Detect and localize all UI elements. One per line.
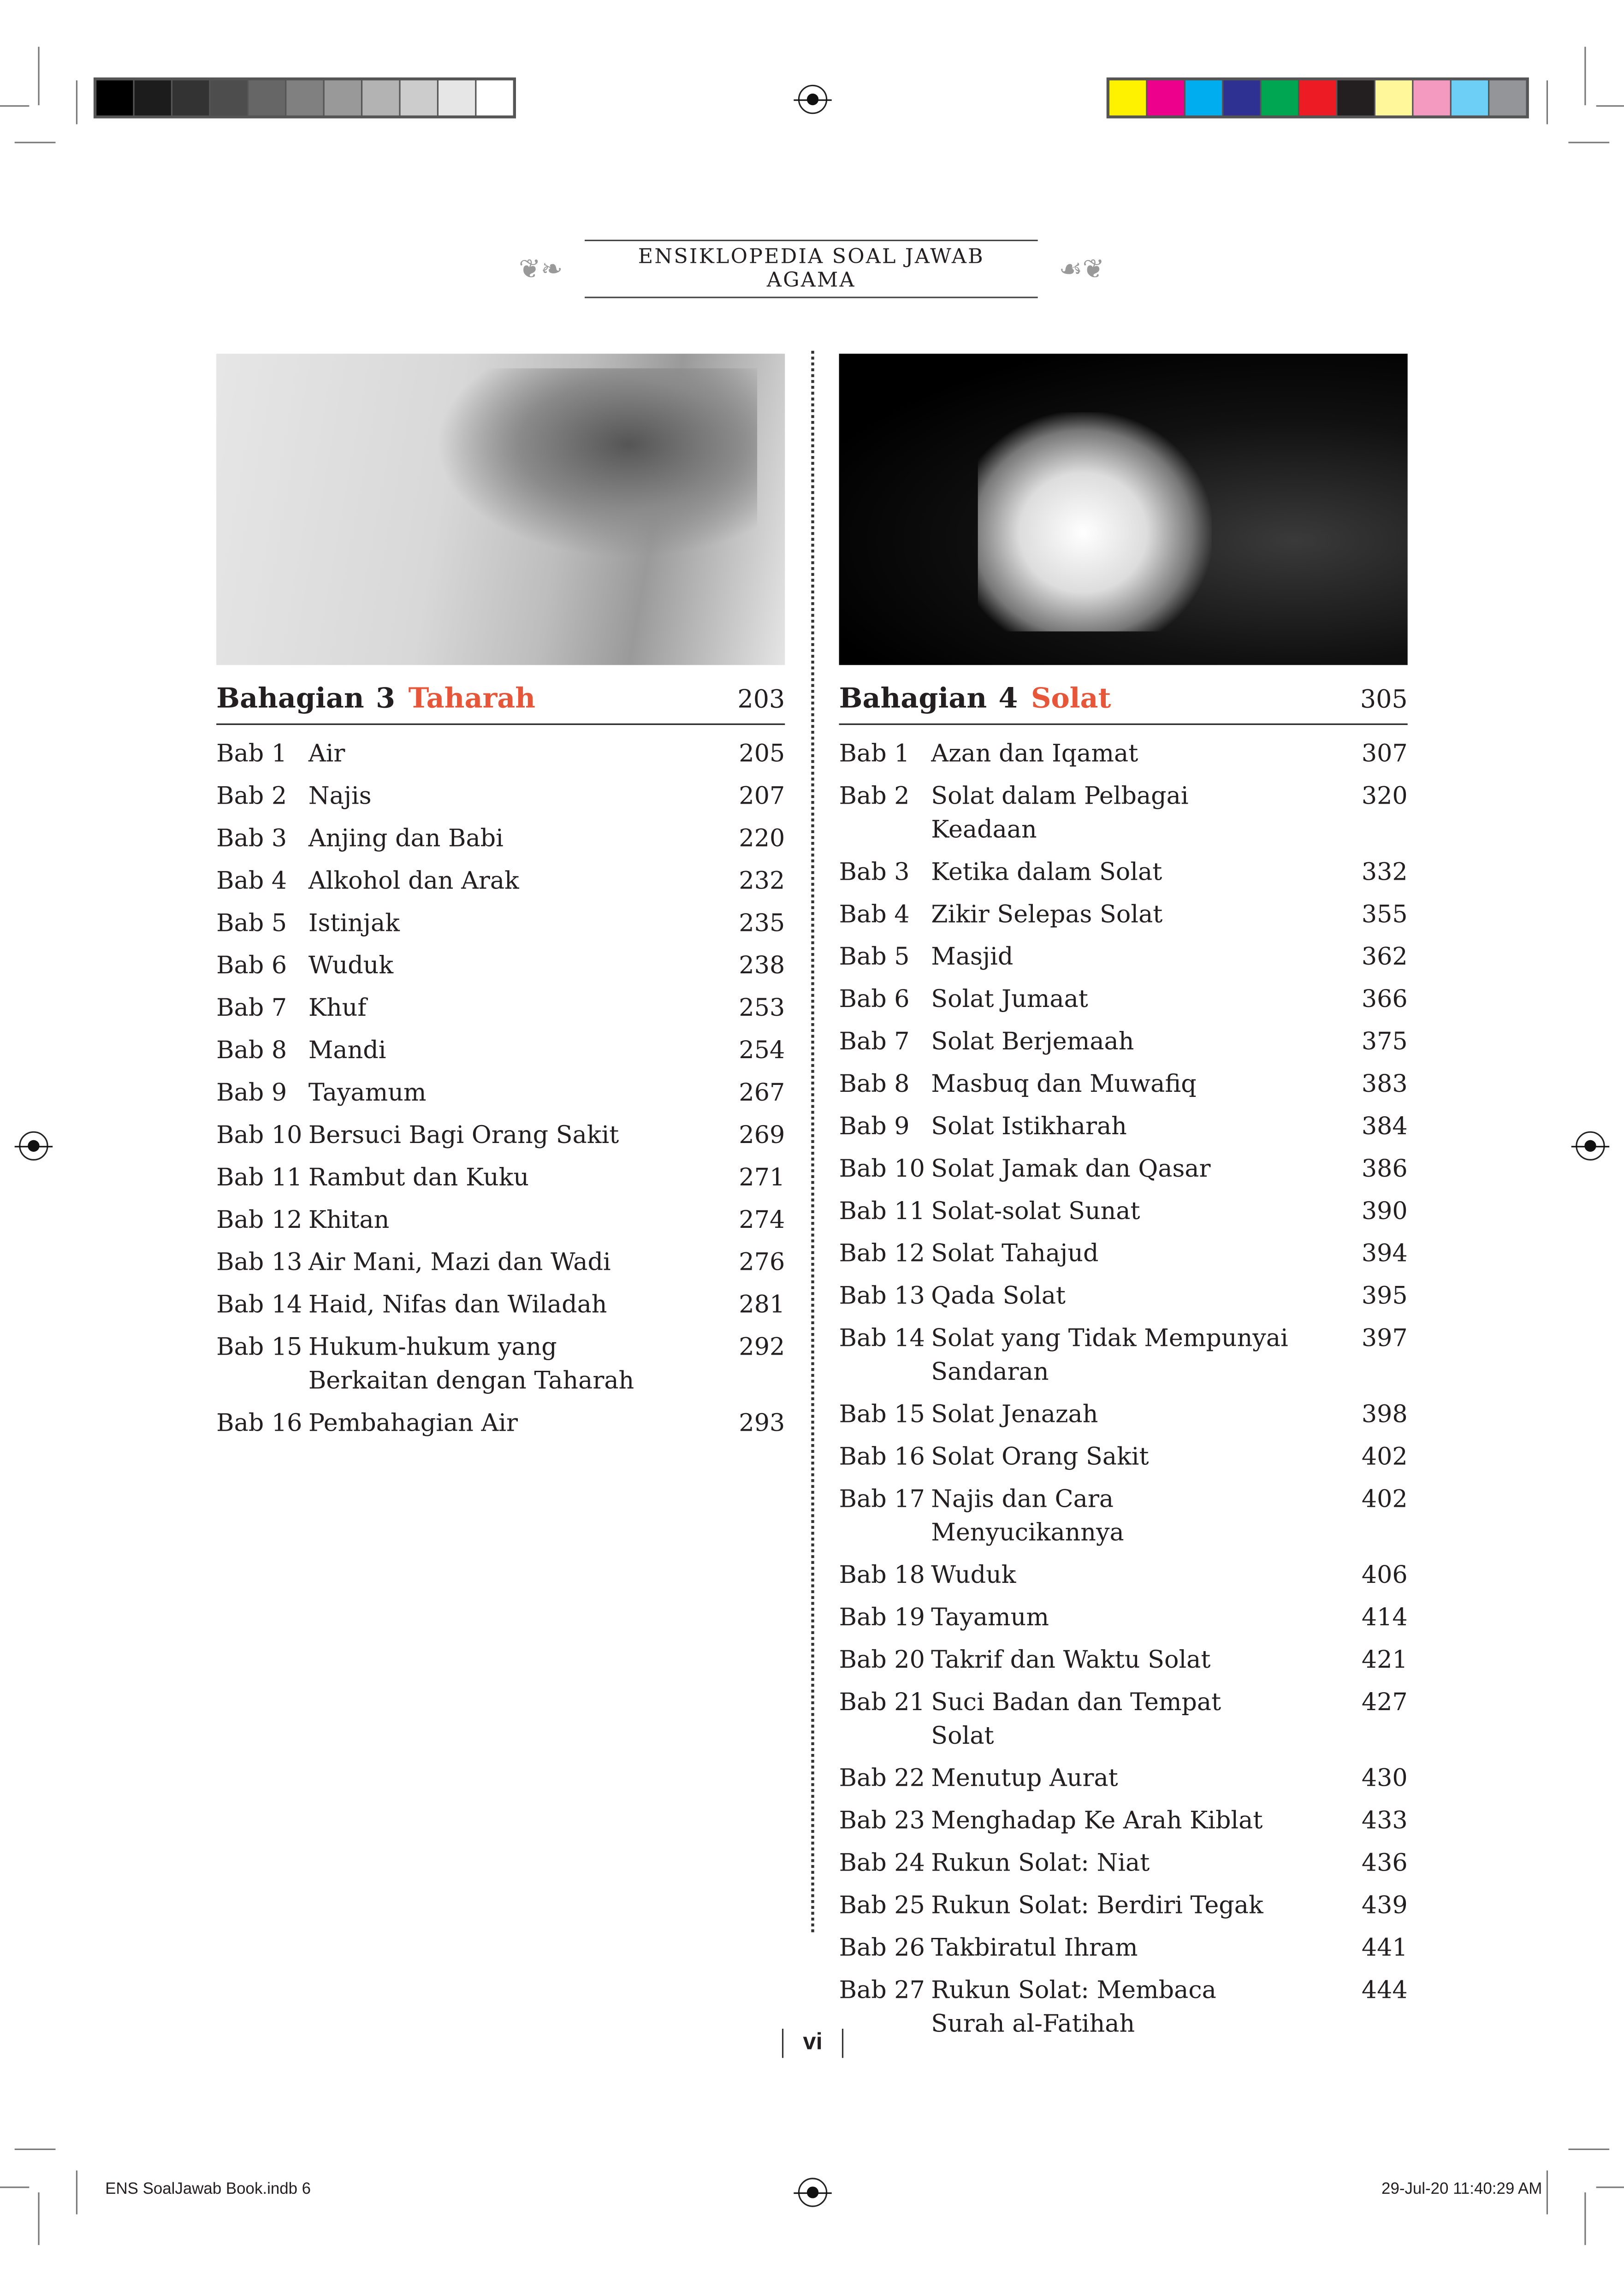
chapter-number: Bab 9 [216, 1078, 287, 1107]
chapter-title: Bersuci Bagi Orang Sakit [308, 1121, 619, 1149]
running-head [497, 245, 1126, 292]
chapter-title: Tayamum [308, 1078, 427, 1107]
color-swatch [1223, 80, 1260, 115]
chapter-title: Masbuq dan Muwafiq [931, 1070, 1197, 1098]
chapter-page: 433 [1361, 1806, 1408, 1835]
crop-mark [1584, 2192, 1586, 2245]
color-swatch [1299, 80, 1336, 115]
chapter-number: Bab 23 [839, 1806, 925, 1835]
section-heading [839, 682, 1408, 725]
chapter-number: Bab 4 [216, 866, 287, 895]
chapter-title: Alkohol dan Arak [308, 866, 519, 895]
chapter-title: Wuduk [308, 951, 394, 979]
chapter-number: Bab 5 [839, 942, 910, 971]
chapter-number: Bab 27 [839, 1976, 925, 2004]
toc-entry[interactable] [839, 1931, 1408, 1965]
chapter-title: Menghadap Ke Arah Kiblat [931, 1806, 1263, 1835]
chapter-title: Zikir Selepas Solat [931, 900, 1163, 928]
toc-entry[interactable] [216, 1076, 785, 1109]
chapter-title: Khitan [308, 1206, 390, 1234]
chapter-page: 205 [739, 740, 785, 768]
crop-mark [0, 105, 29, 107]
chapter-page: 430 [1361, 1764, 1408, 1792]
gray-swatch [172, 80, 209, 115]
chapter-title: Menutup Aurat [931, 1764, 1118, 1792]
chapter-title: Pembahagian Air [308, 1409, 518, 1437]
chapter-title: Solat dalam Pelbagai Keadaan [931, 782, 1189, 844]
chapter-title: Masjid [931, 942, 1014, 971]
section-title: Solat [1031, 682, 1111, 715]
chapter-page: 232 [739, 866, 785, 895]
chapter-title: Tayamum [931, 1603, 1049, 1631]
chapter-page: 320 [1361, 782, 1408, 810]
chapter-page: 397 [1361, 1324, 1408, 1352]
toc-entry[interactable] [839, 1067, 1408, 1101]
chapter-list [839, 737, 1408, 2041]
chapter-number: Bab 19 [839, 1603, 925, 1631]
chapter-title: Air [308, 740, 345, 768]
section-taharah [216, 354, 785, 1448]
process-color-bar [1107, 77, 1529, 118]
chapter-title: Takbiratul Ihram [931, 1933, 1138, 1962]
crop-mark [1596, 2186, 1624, 2188]
chapter-page: 394 [1361, 1239, 1408, 1267]
color-swatch [1185, 80, 1222, 115]
section-label: Bahagian [216, 682, 364, 715]
chapter-number: Bab 3 [216, 824, 287, 853]
slug-datetime: 29-Jul-20 11:40:29 AM [1381, 2180, 1542, 2198]
toc-entry[interactable] [839, 1482, 1408, 1549]
chapter-page: 293 [739, 1409, 785, 1437]
chapter-page: 362 [1361, 942, 1408, 971]
chapter-page: 274 [739, 1206, 785, 1234]
chapter-title: Qada Solat [931, 1282, 1066, 1310]
page-number: vi [782, 2029, 843, 2058]
toc-entry[interactable] [839, 1321, 1408, 1389]
gray-swatch [362, 80, 399, 115]
chapter-title: Hukum-hukum yang Berkaitan dengan Taharah [308, 1333, 634, 1395]
chapter-number: Bab 4 [839, 900, 910, 928]
toc-entry[interactable] [839, 1685, 1408, 1753]
toc-entry[interactable] [839, 855, 1408, 888]
column-divider [811, 351, 814, 1932]
toc-entry[interactable] [839, 1398, 1408, 1431]
section-page: 305 [1360, 685, 1408, 715]
color-swatch [1147, 80, 1184, 115]
crop-mark [38, 2192, 39, 2245]
gray-swatch [325, 80, 361, 115]
toc-entry[interactable] [216, 1288, 785, 1321]
photo-prostration [839, 354, 1408, 665]
chapter-title: Solat Orang Sakit [931, 1442, 1149, 1471]
crop-mark [1568, 2149, 1609, 2150]
chapter-title: Rukun Solat: Membaca Surah al-Fatihah [931, 1976, 1216, 2037]
chapter-number: Bab 10 [216, 1121, 302, 1149]
chapter-page: 276 [739, 1248, 785, 1276]
crop-mark [15, 142, 56, 143]
chapter-title: Solat Jamak dan Qasar [931, 1155, 1211, 1183]
toc-entry[interactable] [839, 1237, 1408, 1270]
toc-entry[interactable] [839, 1804, 1408, 1837]
toc-entry[interactable] [216, 1245, 785, 1279]
chapter-page: 235 [739, 909, 785, 937]
chapter-page: 269 [739, 1121, 785, 1149]
chapter-title: Takrif dan Waktu Solat [931, 1646, 1211, 1674]
section-number: 3 [376, 682, 396, 715]
chapter-page: 271 [739, 1163, 785, 1191]
color-swatch [1489, 80, 1526, 115]
chapter-number: Bab 14 [216, 1291, 302, 1319]
chapter-number: Bab 17 [839, 1485, 925, 1513]
chapter-number: Bab 7 [216, 994, 287, 1022]
chapter-page: 439 [1361, 1891, 1408, 1919]
chapter-title: Wuduk [931, 1561, 1016, 1589]
toc-entry[interactable] [839, 779, 1408, 847]
toc-entry[interactable] [216, 1203, 785, 1237]
chapter-number: Bab 21 [839, 1688, 925, 1716]
toc-entry[interactable] [216, 1161, 785, 1194]
color-swatch [1338, 80, 1374, 115]
toc-entry[interactable] [839, 982, 1408, 1016]
toc-entry[interactable] [839, 737, 1408, 770]
chapter-title: Najis [308, 782, 372, 810]
crop-mark [1568, 142, 1609, 143]
gray-swatch [210, 80, 247, 115]
chapter-page: 386 [1361, 1155, 1408, 1183]
toc-entry[interactable] [839, 1558, 1408, 1592]
chapter-title: Rambut dan Kuku [308, 1163, 529, 1191]
chapter-number: Bab 12 [839, 1239, 925, 1267]
toc-entry[interactable] [216, 1330, 785, 1398]
color-swatch [1452, 80, 1488, 115]
chapter-number: Bab 24 [839, 1849, 925, 1877]
gray-swatch [249, 80, 285, 115]
section-label: Bahagian [839, 682, 987, 715]
registration-mark-icon [1576, 1131, 1605, 1161]
chapter-title: Solat Jenazah [931, 1400, 1098, 1428]
chapter-page: 267 [739, 1078, 785, 1107]
chapter-number: Bab 8 [839, 1070, 910, 1098]
chapter-number: Bab 11 [216, 1163, 302, 1191]
chapter-title: Mandi [308, 1036, 386, 1064]
section-heading [216, 682, 785, 725]
toc-entry[interactable] [216, 1406, 785, 1440]
gray-swatch [401, 80, 437, 115]
toc-entry[interactable] [839, 1889, 1408, 1922]
color-swatch [1262, 80, 1298, 115]
toc-entry[interactable] [839, 1761, 1408, 1795]
chapter-number: Bab 7 [839, 1027, 910, 1055]
gray-swatch [286, 80, 323, 115]
toc-entry[interactable] [839, 1025, 1408, 1058]
chapter-number: Bab 11 [839, 1197, 925, 1225]
chapter-page: 414 [1361, 1603, 1408, 1631]
toc-entry[interactable] [839, 1109, 1408, 1143]
chapter-number: Bab 26 [839, 1933, 925, 1962]
chapter-title: Ketika dalam Solat [931, 858, 1162, 886]
chapter-page: 281 [739, 1291, 785, 1319]
toc-entry[interactable] [839, 1194, 1408, 1228]
chapter-number: Bab 16 [839, 1442, 925, 1471]
crop-mark [0, 2186, 29, 2188]
chapter-number: Bab 15 [839, 1400, 925, 1428]
chapter-number: Bab 20 [839, 1646, 925, 1674]
chapter-page: 366 [1361, 985, 1408, 1013]
chapter-title: Solat Istikharah [931, 1112, 1127, 1140]
toc-entry[interactable] [216, 1118, 785, 1152]
toc-entry[interactable] [839, 1279, 1408, 1313]
crop-mark [15, 2149, 56, 2150]
chapter-page: 383 [1361, 1070, 1408, 1098]
gray-swatch [135, 80, 171, 115]
chapter-page: 398 [1361, 1400, 1408, 1428]
crop-mark [1547, 80, 1548, 124]
crop-mark [76, 80, 77, 124]
running-head-title: ENSIKLOPEDIA SOAL JAWAB AGAMA [585, 240, 1038, 298]
chapter-number: Bab 8 [216, 1036, 287, 1064]
section-page: 203 [737, 685, 785, 715]
chapter-number: Bab 13 [839, 1282, 925, 1310]
chapter-list [216, 737, 785, 1440]
toc-entry[interactable] [839, 897, 1408, 931]
ornament-icon: ☙❦ [1059, 253, 1105, 284]
chapter-number: Bab 2 [216, 782, 287, 810]
chapter-number: Bab 3 [839, 858, 910, 886]
chapter-page: 395 [1361, 1282, 1408, 1310]
chapter-page: 355 [1361, 900, 1408, 928]
chapter-page: 427 [1361, 1688, 1408, 1716]
crop-mark [1547, 2170, 1548, 2214]
chapter-title: Azan dan Iqamat [931, 740, 1138, 768]
chapter-page: 402 [1361, 1485, 1408, 1513]
toc-entry[interactable] [839, 1643, 1408, 1676]
chapter-page: 238 [739, 951, 785, 979]
chapter-page: 421 [1361, 1646, 1408, 1674]
chapter-number: Bab 2 [839, 782, 910, 810]
chapter-page: 207 [739, 782, 785, 810]
toc-entry[interactable] [216, 737, 785, 770]
chapter-number: Bab 6 [839, 985, 910, 1013]
chapter-title: Solat-solat Sunat [931, 1197, 1140, 1225]
crop-mark [1596, 105, 1624, 107]
chapter-page: 292 [739, 1333, 785, 1361]
chapter-page: 444 [1361, 1976, 1408, 2004]
chapter-title: Rukun Solat: Niat [931, 1849, 1150, 1877]
toc-entry[interactable] [839, 940, 1408, 973]
color-swatch [1375, 80, 1412, 115]
chapter-page: 253 [739, 994, 785, 1022]
chapter-page: 307 [1361, 740, 1408, 768]
chapter-title: Air Mani, Mazi dan Wadi [308, 1248, 611, 1276]
ornament-icon: ❦❧ [519, 253, 563, 284]
chapter-title: Rukun Solat: Berdiri Tegak [931, 1891, 1263, 1919]
chapter-title: Solat yang Tidak Mempunyai Sandaran [931, 1324, 1288, 1386]
chapter-number: Bab 6 [216, 951, 287, 979]
gray-swatch [96, 80, 133, 115]
chapter-page: 254 [739, 1036, 785, 1064]
toc-entry[interactable] [216, 864, 785, 897]
chapter-number: Bab 22 [839, 1764, 925, 1792]
chapter-number: Bab 10 [839, 1155, 925, 1183]
chapter-page: 332 [1361, 858, 1408, 886]
toc-entry[interactable] [216, 991, 785, 1025]
chapter-number: Bab 18 [839, 1561, 925, 1589]
gray-swatch [439, 80, 475, 115]
chapter-number: Bab 5 [216, 909, 287, 937]
chapter-title: Najis dan Cara Menyucikannya [931, 1485, 1124, 1546]
registration-mark-icon [798, 85, 827, 114]
chapter-number: Bab 13 [216, 1248, 302, 1276]
chapter-title: Haid, Nifas dan Wiladah [308, 1291, 607, 1319]
chapter-title: Suci Badan dan Tempat Solat [931, 1688, 1221, 1750]
section-solat [839, 354, 1408, 2049]
slug-filename: ENS SoalJawab Book.indb 6 [105, 2180, 311, 2198]
section-title: Taharah [408, 682, 536, 715]
crop-mark [38, 47, 39, 105]
crop-mark [1584, 47, 1586, 105]
toc-entry[interactable] [216, 948, 785, 982]
chapter-number: Bab 16 [216, 1409, 302, 1437]
toc-entry[interactable] [839, 1439, 1408, 1473]
photo-ablution [216, 354, 785, 665]
chapter-title: Solat Tahajud [931, 1239, 1099, 1267]
grayscale-color-bar [94, 77, 516, 118]
toc-entry[interactable] [216, 779, 785, 813]
chapter-number: Bab 9 [839, 1112, 910, 1140]
chapter-number: Bab 12 [216, 1206, 302, 1234]
chapter-title: Khuf [308, 994, 367, 1022]
chapter-number: Bab 1 [216, 740, 287, 768]
chapter-page: 406 [1361, 1561, 1408, 1589]
chapter-page: 384 [1361, 1112, 1408, 1140]
toc-entry[interactable] [839, 1600, 1408, 1634]
toc-entry[interactable] [839, 1846, 1408, 1880]
toc-entry[interactable] [216, 1033, 785, 1067]
chapter-title: Solat Jumaat [931, 985, 1088, 1013]
chapter-page: 441 [1361, 1933, 1408, 1962]
toc-entry[interactable] [216, 822, 785, 855]
chapter-number: Bab 25 [839, 1891, 925, 1919]
chapter-number: Bab 14 [839, 1324, 925, 1352]
toc-entry[interactable] [216, 906, 785, 940]
chapter-page: 390 [1361, 1197, 1408, 1225]
chapter-title: Solat Berjemaah [931, 1027, 1134, 1055]
chapter-page: 436 [1361, 1849, 1408, 1877]
registration-mark-icon [798, 2178, 827, 2207]
toc-entry[interactable] [839, 1152, 1408, 1185]
chapter-page: 375 [1361, 1027, 1408, 1055]
color-swatch [1413, 80, 1450, 115]
section-number: 4 [998, 682, 1018, 715]
color-swatch [1109, 80, 1146, 115]
crop-mark [76, 2170, 77, 2214]
toc-entry[interactable] [839, 1973, 1408, 2041]
registration-mark-icon [19, 1131, 48, 1161]
chapter-page: 220 [739, 824, 785, 853]
chapter-title: Istinjak [308, 909, 400, 937]
chapter-page: 402 [1361, 1442, 1408, 1471]
gray-swatch [476, 80, 513, 115]
chapter-title: Anjing dan Babi [308, 824, 504, 853]
chapter-number: Bab 1 [839, 740, 910, 768]
chapter-number: Bab 15 [216, 1333, 302, 1361]
